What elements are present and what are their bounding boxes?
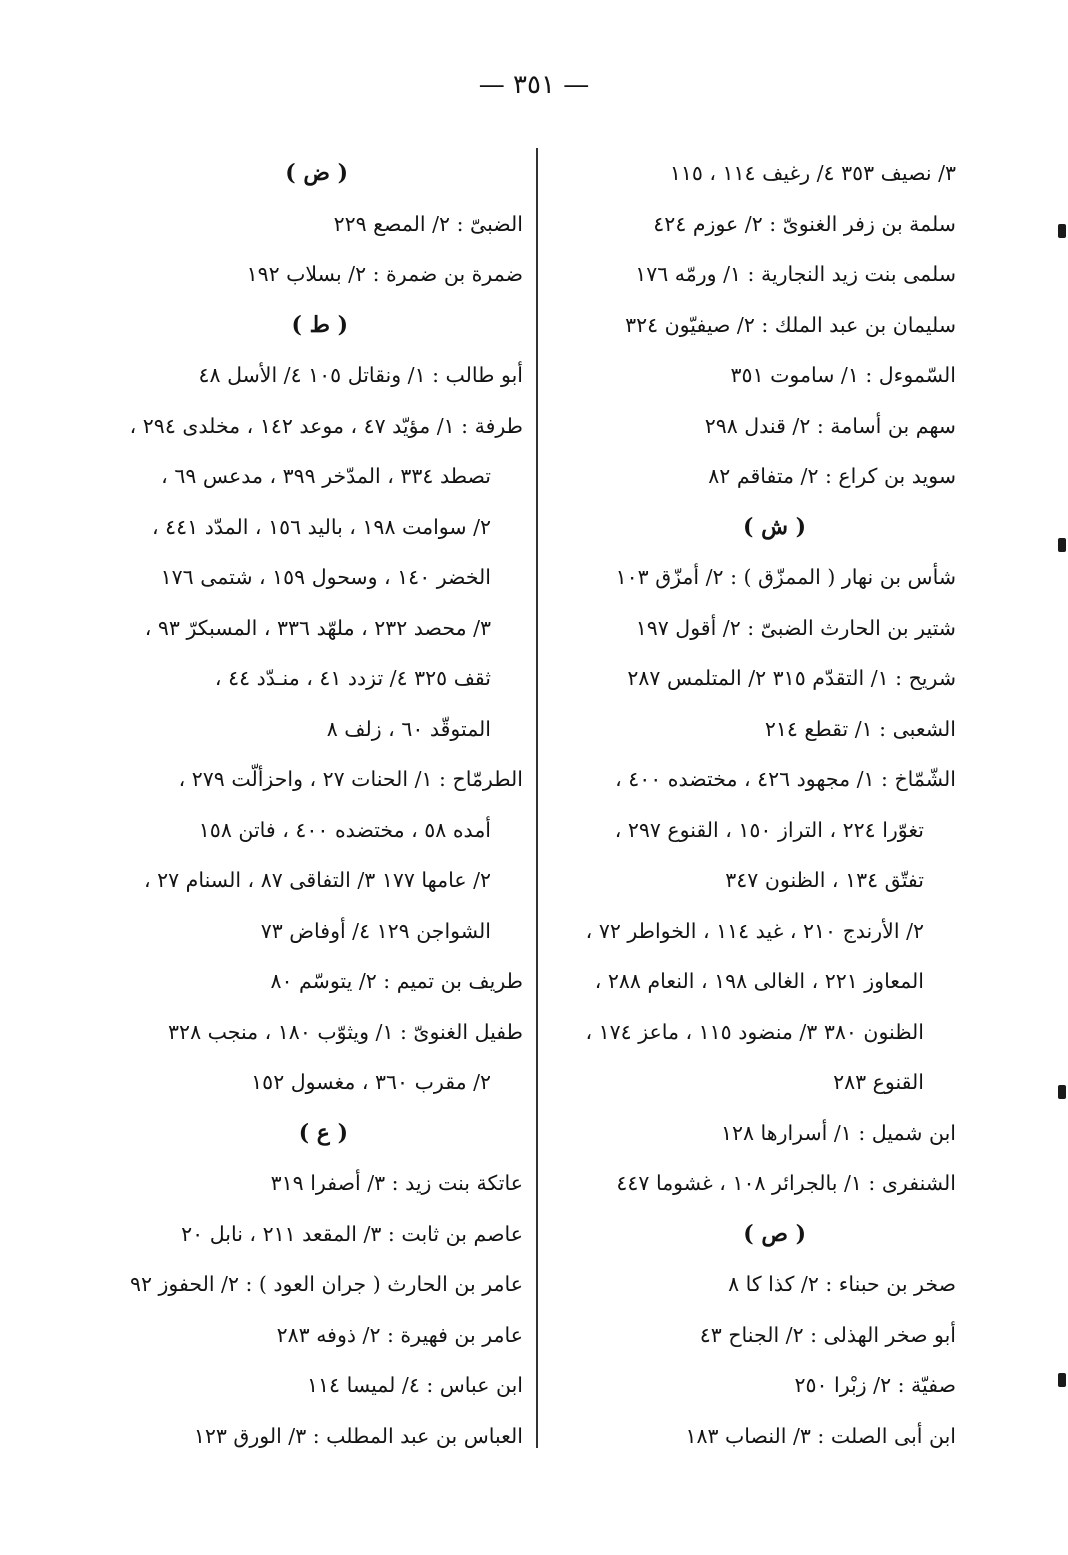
section-heading: ( ط ) (291, 311, 348, 338)
index-entry-continuation: القنوع ٢٨٣ (833, 1070, 924, 1094)
index-entry: الشّمّاخ : ١/ مجهود ٤٢٦ ، مختضده ٤٠٠ ، (615, 767, 956, 791)
index-entry-continuation: ٣/ محصد ٢٣٢ ، ملهّد ٣٣٦ ، المسبكرّ ٩٣ ، (144, 615, 491, 640)
index-entry-continuation: ثقف ٣٢٥ ٤/ تزدد ٤١ ، منـدّد ٤٤ ، (214, 666, 491, 690)
index-entry: ابن عباس : ٤/ لميسا ١١٤ (307, 1373, 523, 1397)
index-entry: أبو طالب : ١/ ونقاتل ١٠٥ ٤/ الأسل ٤٨ (198, 363, 523, 387)
index-entry: أبو صخر الهذلى : ٢/ الجناح ٤٣ (699, 1322, 956, 1347)
index-entry: شأس بن نهار ( الممزّق ) : ٢/ أمزّق ١٠٣ (615, 565, 956, 589)
binding-mark (1058, 1373, 1066, 1387)
index-entry: صفيّة : ٢/ زبْرا ٢٥٠ (794, 1373, 956, 1397)
index-entry: صخر بن حبناء : ٢/ كذا كا ٨ (728, 1272, 956, 1296)
binding-mark (1058, 224, 1066, 238)
left-column (83, 148, 523, 1461)
binding-mark (1058, 538, 1066, 552)
index-entry: ابن أبى الصلت : ٣/ النصاب ١٨٣ (685, 1423, 956, 1448)
index-entry-continuation: تغوّرا ٢٢٤ ، التراز ١٥٠ ، القنوع ٢٩٧ ، (614, 817, 924, 842)
section-heading: ( ع ) (298, 1119, 348, 1146)
index-entry: ٣/ نصيف ٣٥٣ ٤/ رغيف ١١٤ ، ١١٥ (669, 161, 956, 185)
index-entry: سلمى بنت زيد النجارية : ١/ ورمّه ١٧٦ (635, 262, 956, 286)
index-entry: سلمة بن زفر الغنوىّ : ٢/ عوزم ٤٢٤ (653, 211, 956, 236)
index-entry: طريف بن تميم : ٢/ يتوسّم ٨٠ (270, 969, 523, 993)
index-entry: طفيل الغنوىّ : ١/ ويثوّب ١٨٠ ، منجب ٣٢٨ (168, 1019, 523, 1044)
index-entry-continuation: تصطد ٣٣٤ ، المدّخر ٣٩٩ ، مدعس ٦٩ ، (161, 464, 491, 488)
index-entry: شريح : ١/ التقدّم ٣١٥ ٢/ المتلمس ٢٨٧ (627, 666, 956, 690)
index-entry: ضمرة بن ضمرة : ٢/ بسلاب ١٩٢ (246, 262, 523, 286)
index-entry: عامر بن فهيرة : ٢/ ذوفه ٢٨٣ (276, 1322, 523, 1347)
index-entry: الشعبى : ١/ تقطع ٢١٤ (764, 716, 956, 741)
section-heading: ( ش ) (743, 513, 806, 540)
right-column (546, 148, 956, 1461)
index-entry-continuation: الشواجن ١٢٩ ٤/ أوفاض ٧٣ (260, 918, 491, 943)
section-heading: ( ض ) (285, 160, 348, 186)
page-number: — ٣٥١ — (478, 70, 590, 100)
section-heading: ( ص ) (743, 1220, 806, 1247)
binding-mark (1058, 1085, 1066, 1099)
index-entry-continuation: ٢/ عامها ١٧٧ ٣/ التفاقى ٨٧ ، السنام ٢٧ ، (143, 868, 491, 892)
index-entry: الضبىّ : ٢/ المصع ٢٢٩ (333, 211, 523, 236)
column-divider (536, 148, 538, 1448)
index-entry: الشنفرى : ١/ بالجرائر ١٠٨ ، غشوما ٤٤٧ (616, 1171, 956, 1195)
index-entry: سهم بن أسامة : ٢/ قندل ٢٩٨ (704, 413, 956, 438)
index-entry: عامر بن الحارث ( جران العود ) : ٢/ الحفوز ٩٢ (129, 1272, 523, 1296)
index-entry: عاصم بن ثابت : ٣/ المقعد ٢١١ ، نابل ٢٠ (181, 1221, 523, 1246)
index-entry-continuation: المعاوز ٢٢١ ، الغالى ١٩٨ ، النعام ٢٨٨ ، (594, 969, 924, 993)
index-entry: ابن شميل : ١/ أسرارها ١٢٨ (720, 1120, 956, 1145)
index-entry-continuation: تفتّق ١٣٤ ، الظنون ٣٤٧ (725, 868, 924, 892)
index-entry-continuation: الظنون ٣٨٠ ٣/ منضود ١١٥ ، ماعز ١٧٤ ، (585, 1019, 924, 1044)
index-entry-continuation: أمده ٥٨ ، مختضده ٤٠٠ ، فاتن ١٥٨ (198, 817, 491, 842)
index-entry: سويد بن كراع : ٢/ متفاقم ٨٢ (708, 464, 956, 488)
index-entry: العباس بن عبد المطلب : ٣/ الورق ١٢٣ (193, 1423, 523, 1448)
index-entry-continuation: ٢/ مقرب ٣٦٠ ، مغسول ١٥٢ (251, 1070, 491, 1094)
index-entry-continuation: المتوقّد ٦٠ ، زلف ٨ (326, 716, 491, 741)
index-entry: الطرمّاح : ١/ الحنات ٢٧ ، واحزألّت ٢٧٩ ، (178, 767, 523, 791)
index-entry-continuation: ٢/ الأرندج ٢١٠ ، غيد ١١٤ ، الخواطر ٧٢ ، (585, 918, 924, 943)
index-entry-continuation: الخضر ١٤٠ ، وسحول ١٥٩ ، شتمى ١٧٦ (160, 565, 491, 589)
index-entry: شتير بن الحارث الضبىّ : ٢/ أقول ١٩٧ (635, 615, 956, 640)
index-entry: طرفة : ١/ مؤيّد ٤٧ ، موعد ١٤٢ ، مخلدى ٢٩٤ ، (129, 413, 523, 438)
index-entry: سليمان بن عبد الملك : ٢/ صيفيّون ٣٢٤ (625, 312, 956, 337)
index-entry: عاتكة بنت زيد : ٣/ أصفرا ٣١٩ (270, 1171, 523, 1195)
index-entry: السّموءل : ١/ ساموت ٣٥١ (730, 363, 956, 387)
index-entry-continuation: ٢/ سوامت ١٩٨ ، باليد ١٥٦ ، المدّد ٤٤١ ، (152, 514, 491, 539)
